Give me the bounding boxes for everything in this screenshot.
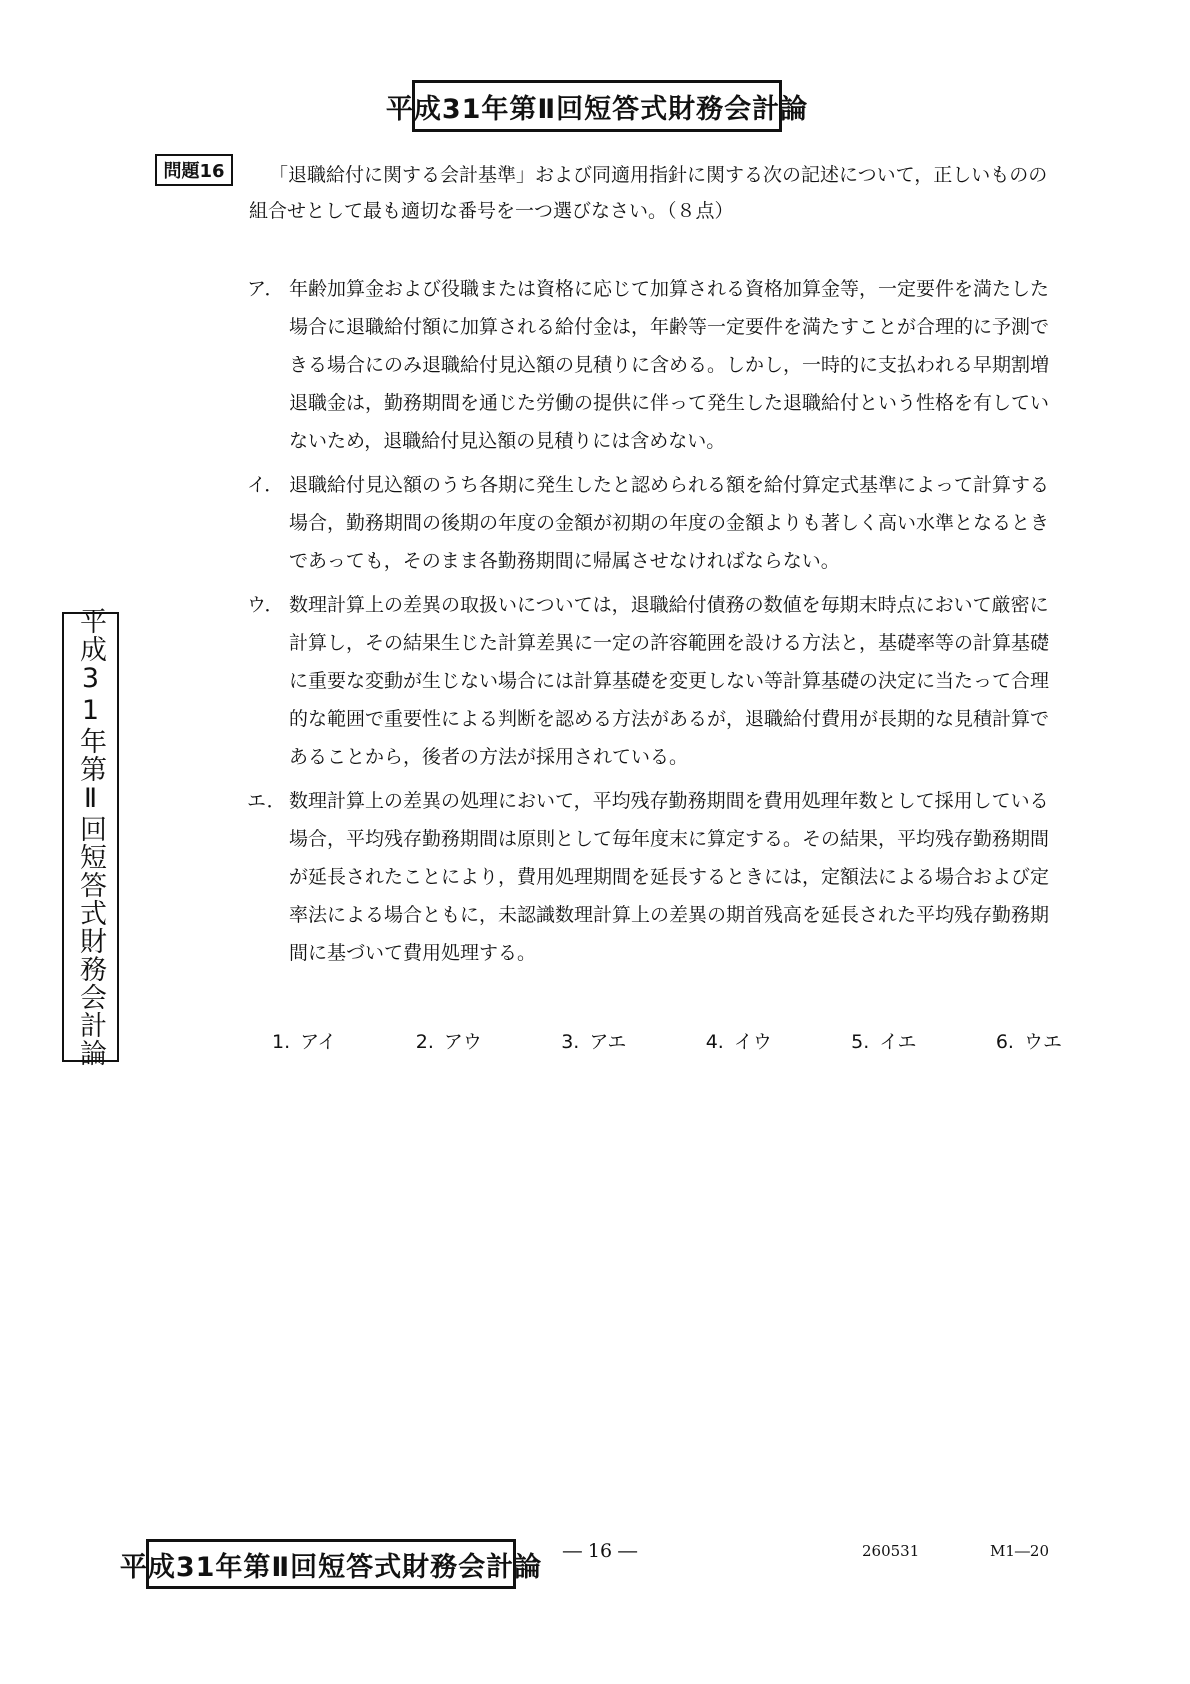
answer-choice-3 [561,1026,626,1058]
answer-text: イエ [879,1031,917,1053]
statement-marker: エ． [247,790,286,812]
statement-marker: ウ． [247,594,284,616]
page-number: ― 16 ― [562,1540,638,1562]
statement-i [247,466,1055,580]
answer-choice-1 [272,1026,336,1058]
answer-choices [272,1026,1062,1058]
statement-u [247,586,1055,776]
question-number-badge: 問題16 [155,154,233,186]
answer-choice-4 [706,1026,772,1058]
answer-number: 1. [272,1031,291,1053]
statement-marker: イ． [247,474,284,496]
answer-number: 5. [851,1031,870,1053]
answer-number: 3. [561,1031,580,1053]
answer-choice-6 [996,1026,1062,1058]
question-prompt: 「退職給付に関する会計基準」および同適用指針に関する次の記述について，正しいものの組合せとして最も適切な番号を一つ選びなさい。（８点） [249,164,1048,222]
statement-text: 数理計算上の差異の処理において，平均残存勤務期間を費用処理年数として採用している場合，平均残存勤務期間は原則として毎年度末に算定する。その結果，平均残存勤務期間が延長されたことにより，費用処理期間を延長するときには，定額法による場合および定率法による場合ともに，未認識数理計算上の差異の期首残高を延長された平均残存勤務期間に基づいて費用処理する。 [289,790,1050,964]
statement-text: 退職給付見込額のうち各期に発生したと認められる額を給付算定式基準によって計算する場合，勤務期間の後期の年度の金額が初期の年度の金額よりも著しく高い水準となるときであっても，そのまま各勤務期間に帰属させなければならない。 [289,474,1050,572]
statement-list [247,270,1055,978]
answer-text: アウ [443,1031,482,1053]
statement-text: 数理計算上の差異の取扱いについては，退職給付債務の数値を毎期末時点において厳密に計算し，その結果生じた計算差異に一定の許容範囲を設ける方法と，基礎率等の計算基礎に重要な変動が生じない場合には計算基礎を変更しない等計算基礎の決定に当たって合理的な範囲で重要性による判断を認める方法があるが，退職給付費用が長期的な見積計算であることから，後者の方法が採用されている。 [289,594,1050,768]
answer-text: アエ [589,1031,627,1053]
sheet-code: M1―20 [990,1542,1049,1560]
answer-text: ウエ [1023,1031,1062,1053]
answer-number: 6. [995,1031,1014,1053]
side-label-box [62,607,119,1067]
answer-choice-2 [416,1026,482,1058]
statement-a [247,270,1055,460]
answer-text: イウ [733,1031,772,1053]
answer-choice-5 [851,1026,916,1058]
side-label: 平成31年第Ⅱ回短答式財務会計論 [75,607,106,1067]
statement-e [247,782,1055,972]
answer-number: 4. [705,1031,724,1053]
page-title: 平成31年第Ⅱ回短答式財務会計論 [412,80,782,132]
answer-text: アイ [300,1031,337,1053]
document-code: 260531 [862,1542,920,1560]
statement-marker: ア． [247,278,284,300]
footer-title: 平成31年第Ⅱ回短答式財務会計論 [146,1539,516,1589]
answer-number: 2. [415,1031,434,1053]
statement-text: 年齢加算金および役職または資格に応じて加算される資格加算金等，一定要件を満たした場合に退職給付額に加算される給付金は，年齢等一定要件を満たすことが合理的に予測できる場合にのみ退職給付見込額の見積りに含める。しかし，一時的に支払われる早期割増退職金は，勤務期間を通じた労働の提供に伴って発生した退職給付という性格を有していないため，退職給付見込額の見積りには含めない。 [289,278,1050,452]
